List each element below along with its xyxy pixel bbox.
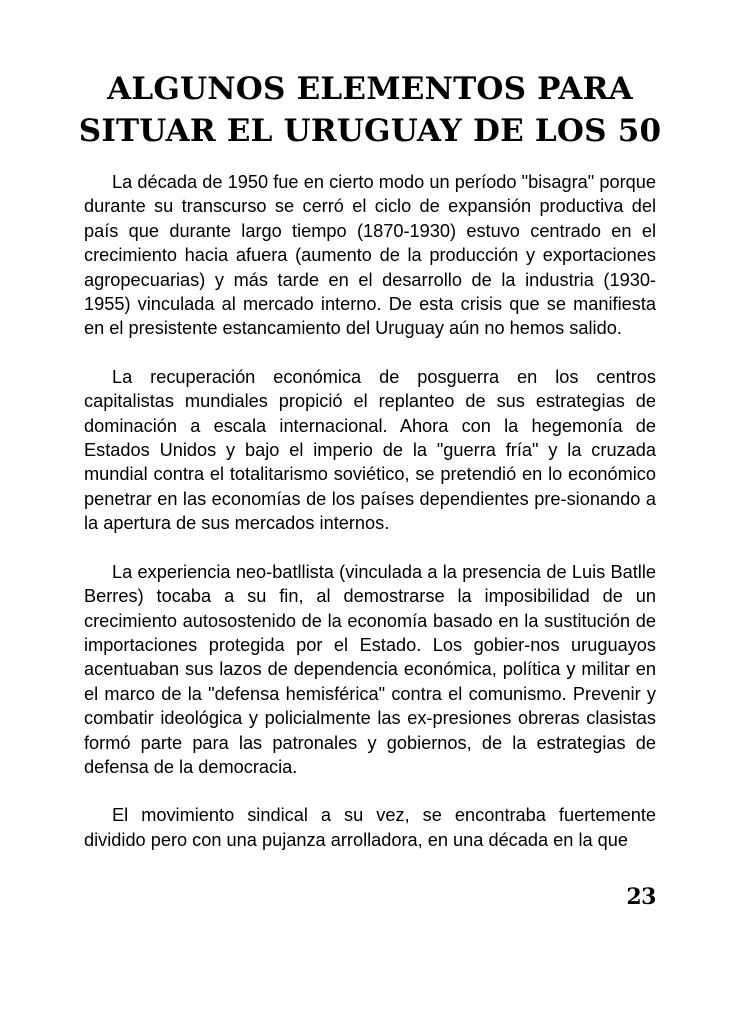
paragraph-3: La experiencia neo-batllista (vinculada a la presencia de Luis Batlle Berres) tocaba a su fin, al demostrarse la imposibilidad de un crecimiento autosostenido de la economía basado en la sustitución de importaciones protegida por el Estado. Los gobier-nos uruguayos acentuaban sus lazos de dependencia económica, política y militar en el marco de la "defensa hemisférica" contra el comunismo. Prevenir y combatir ideológica y policialmente las ex-presiones obreras clasistas formó parte para las patronales y gobiernos, de la estrategias de defensa de la democracia.: [84, 561, 656, 777]
chapter-heading: [60, 68, 680, 152]
body-text: [84, 170, 656, 876]
chapter-heading-line-2: SITUAR EL URUGUAY DE LOS 50: [78, 113, 662, 149]
paragraph-4: El movimiento sindical a su vez, se encontraba fuertemente dividido pero con una pujanza arrolladora, en una década en la que: [84, 805, 656, 850]
paragraph-1: La década de 1950 fue en cierto modo un período "bisagra" porque durante su transcurso se cerró el ciclo de expansión productiva del país que durante largo tiempo (1870-1930) estuvo centrado en el crecimiento hacia afuera (aumento de la producción y exportaciones agropecuarias) y más tarde en el desarrollo de la industria (1930-1955) vinculada al mercado interno. De esta crisis que se manifiesta en el presistente estancamiento del Uruguay aún no hemos salido.: [84, 172, 656, 339]
chapter-heading-line-1: ALGUNOS ELEMENTOS PARA: [107, 71, 633, 107]
page-number: 23: [626, 884, 656, 910]
paragraph-2: La recuperación económica de posguerra en los centros capitalistas mundiales propició el replanteo de sus estrategias de dominación a escala internacional. Ahora con la hegemonía de Estados Unidos y bajo el imperio de la "guerra fría" y la cruzada mundial contra el totalitarismo soviético, se pretendió en lo económico penetrar en las economías de los países dependientes pre-sionando a la apertura de sus mercados internos.: [84, 366, 656, 534]
